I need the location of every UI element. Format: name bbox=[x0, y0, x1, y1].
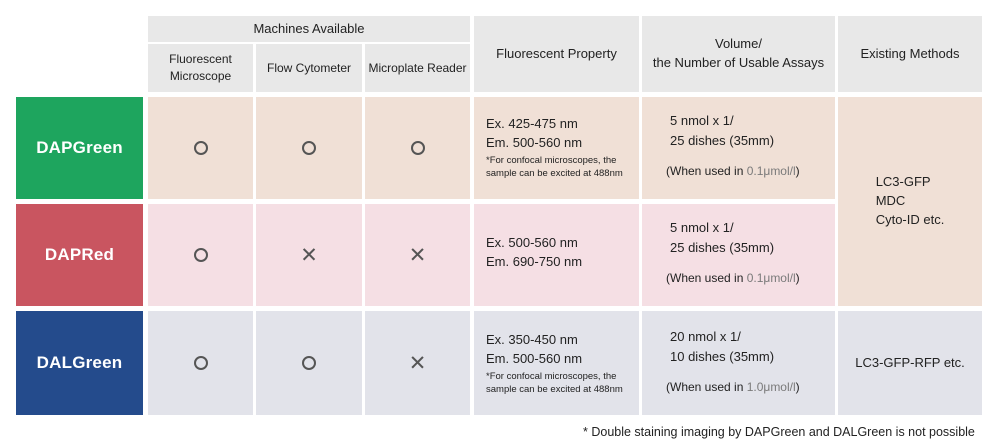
product-name: DALGreen bbox=[36, 353, 123, 372]
volume-dishes: 10 dishes (35mm) bbox=[670, 348, 775, 364]
dalgreen-volume bbox=[642, 311, 835, 415]
emission: Em. 690-750 nm bbox=[486, 253, 583, 269]
dapgreen-flow-cytometer bbox=[256, 97, 362, 199]
usage-condition-suffix: ) bbox=[795, 380, 800, 394]
usage-condition bbox=[666, 269, 835, 287]
usage-condition-suffix: ) bbox=[795, 164, 800, 178]
circle-icon bbox=[194, 141, 208, 155]
product-name: DAPGreen bbox=[36, 138, 123, 157]
cross-icon: ✕ bbox=[408, 351, 427, 375]
circle-icon bbox=[302, 141, 316, 155]
dapgreen-microplate-reader bbox=[365, 97, 470, 199]
cross-icon: ✕ bbox=[300, 243, 318, 267]
usage-condition-prefix: (When used in bbox=[666, 271, 747, 285]
volume-dishes: 25 dishes (35mm) bbox=[670, 132, 775, 148]
usage-condition bbox=[666, 378, 835, 396]
confocal-note bbox=[486, 371, 639, 397]
product-dapred bbox=[16, 204, 143, 306]
header-machines-available-label: Machines Available bbox=[253, 20, 365, 36]
existing-methods-dap bbox=[838, 97, 982, 306]
header-existing-methods bbox=[838, 16, 982, 92]
usage-condition bbox=[666, 162, 835, 180]
header-volume bbox=[642, 16, 835, 92]
header-volume-line2: the Number of Usable Assays bbox=[652, 55, 825, 70]
header-fluorescent-property bbox=[474, 16, 639, 92]
confocal-note-line1: *For confocal microscopes, the bbox=[486, 370, 617, 382]
emission: Em. 500-560 nm bbox=[486, 350, 583, 366]
excitation: Ex. 500-560 nm bbox=[486, 235, 578, 250]
product-name: DAPRed bbox=[44, 245, 115, 264]
emission: Em. 500-560 nm bbox=[486, 134, 583, 150]
usage-condition-prefix: (When used in bbox=[666, 164, 747, 178]
header-fluorescent-microscope bbox=[148, 44, 253, 92]
dapred-microplate-reader bbox=[365, 204, 470, 306]
usage-condition-suffix: ) bbox=[795, 271, 800, 285]
header-fluorescent-property-label: Fluorescent Property bbox=[496, 45, 617, 61]
usage-condition-prefix: (When used in bbox=[666, 380, 747, 394]
header-existing-methods-label: Existing Methods bbox=[860, 45, 960, 61]
dapgreen-fluorescent-microscope bbox=[148, 97, 253, 199]
dapred-volume bbox=[642, 204, 835, 306]
circle-icon bbox=[302, 356, 316, 370]
usage-condition-value: 1.0μmol/l bbox=[746, 380, 796, 394]
cross-icon: ✕ bbox=[408, 243, 427, 267]
footnote: * Double staining imaging by DAPGreen and DALGreen is not possible bbox=[583, 425, 975, 439]
existing-method-lc3-gfp: LC3-GFP bbox=[875, 174, 931, 190]
header-microplate-reader bbox=[365, 44, 470, 92]
confocal-note bbox=[486, 155, 639, 181]
confocal-note-line2: sample can be excited at 488nm bbox=[486, 383, 623, 395]
excitation: Ex. 425-475 nm bbox=[486, 116, 578, 131]
volume-amount: 5 nmol x 1/ bbox=[670, 113, 734, 128]
existing-method-lc3-gfp-rfp: LC3-GFP-RFP etc. bbox=[855, 354, 965, 370]
dapred-fluorescent-microscope bbox=[148, 204, 253, 306]
dapgreen-fluorescent-property bbox=[474, 97, 639, 199]
header-microplate-reader-label: Microplate Reader bbox=[368, 60, 467, 75]
existing-methods-dal bbox=[838, 311, 982, 415]
usage-condition-value: 0.1μmol/l bbox=[746, 164, 796, 178]
existing-method-mdc: MDC bbox=[875, 193, 906, 209]
existing-methods-list bbox=[876, 173, 945, 230]
circle-icon bbox=[194, 248, 208, 262]
dalgreen-microplate-reader bbox=[365, 311, 470, 415]
dapred-flow-cytometer bbox=[256, 204, 362, 306]
header-volume-line1: Volume/ bbox=[715, 36, 762, 52]
header-flow-cytometer bbox=[256, 44, 362, 92]
dalgreen-flow-cytometer bbox=[256, 311, 362, 415]
dapgreen-volume bbox=[642, 97, 835, 199]
header-flow-cytometer-label: Flow Cytometer bbox=[266, 60, 352, 75]
dalgreen-fluorescent-microscope bbox=[148, 311, 253, 415]
dapred-fluorescent-property bbox=[474, 204, 639, 306]
header-machines-available bbox=[148, 16, 470, 42]
circle-icon bbox=[194, 356, 208, 370]
existing-method-cyto-id: Cyto-ID etc. bbox=[875, 211, 945, 227]
confocal-note-line1: *For confocal microscopes, the bbox=[486, 154, 617, 166]
product-dapgreen bbox=[16, 97, 143, 199]
excitation: Ex. 350-450 nm bbox=[486, 332, 578, 347]
volume-amount: 20 nmol x 1/ bbox=[670, 329, 741, 344]
confocal-note-line2: sample can be excited at 488nm bbox=[486, 167, 623, 179]
usage-condition-value: 0.1μmol/l bbox=[746, 271, 796, 285]
dalgreen-fluorescent-property bbox=[474, 311, 639, 415]
volume-amount: 5 nmol x 1/ bbox=[670, 220, 734, 235]
volume-dishes: 25 dishes (35mm) bbox=[670, 239, 775, 255]
header-fluorescent-microscope-label: Fluorescent Microscope bbox=[169, 52, 232, 83]
circle-icon bbox=[411, 141, 425, 155]
product-dalgreen bbox=[16, 311, 143, 415]
